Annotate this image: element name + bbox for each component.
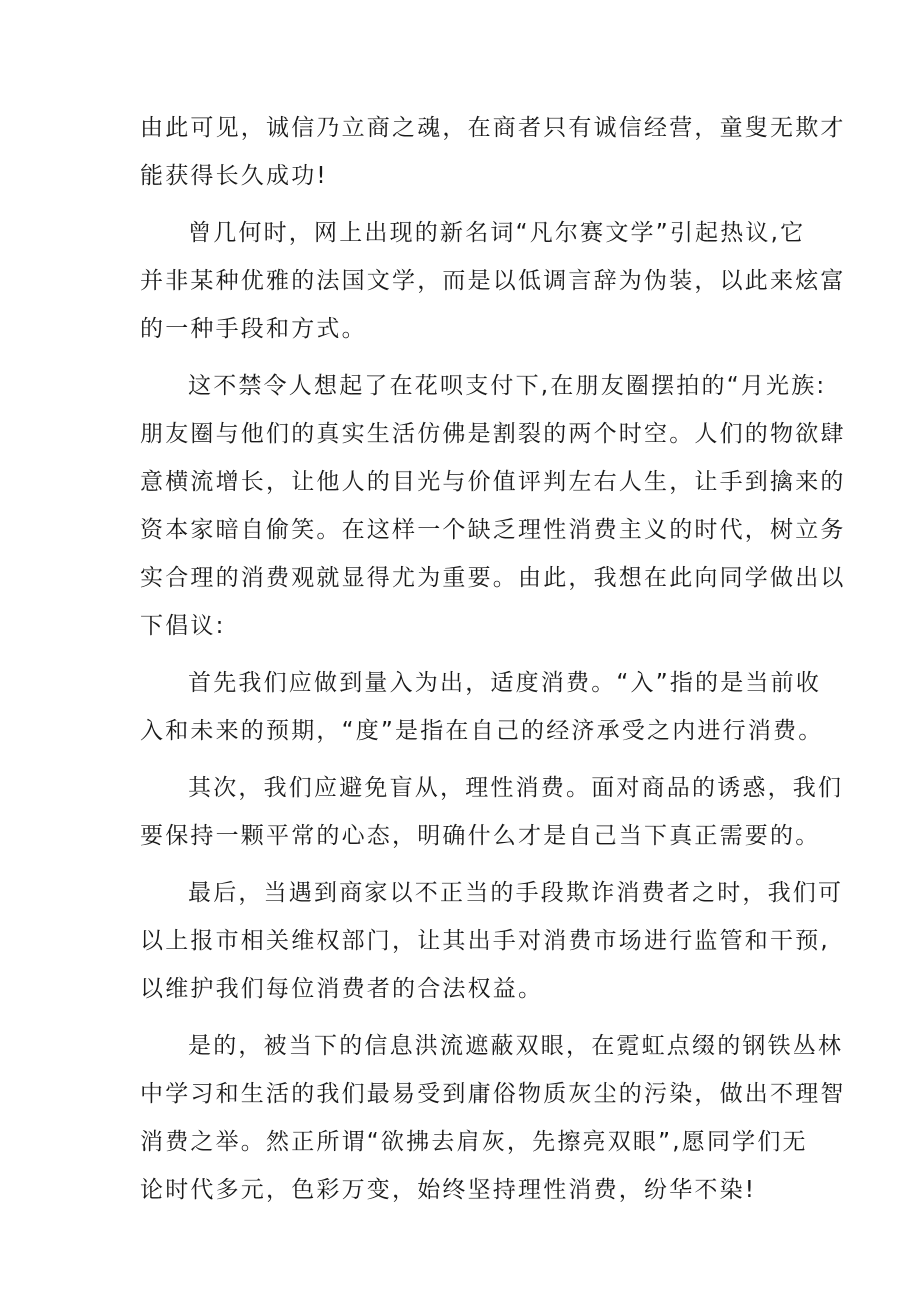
paragraph-line: 并非某种优雅的法国文学，而是以低调言辞为伪装，以此来炫富 bbox=[140, 268, 846, 294]
paragraph-line: 能获得长久成功! bbox=[140, 163, 328, 189]
paragraph-line: 论时代多元，色彩万变，始终坚持理性消费，纷华不染! bbox=[140, 1177, 757, 1203]
paragraph-line: 以上报市相关维权部门，让其出手对消费市场进行监管和干预, bbox=[140, 928, 830, 954]
paragraph-line: 以维护我们每位消费者的合法权益。 bbox=[140, 976, 544, 1002]
paragraph-line: 资本家暗自偷笑。在这样一个缺乏理性消费主义的时代，树立务 bbox=[140, 517, 846, 543]
paragraph-line: 这不禁令人想起了在花呗支付下,在朋友圈摆拍的“月光族: bbox=[188, 373, 827, 399]
paragraph-line: 的一种手段和方式。 bbox=[140, 316, 367, 342]
paragraph-line: 要保持一颗平常的心态，明确什么才是自己当下真正需要的。 bbox=[140, 823, 821, 849]
paragraph-line: 下倡议: bbox=[140, 613, 226, 639]
paragraph-line: 最后，当遇到商家以不正当的手段欺诈消费者之时，我们可 bbox=[188, 880, 844, 906]
document-body bbox=[140, 104, 846, 1214]
paragraph-line: 中学习和生活的我们最易受到庸俗物质灰尘的污染，做出不理智 bbox=[140, 1081, 846, 1107]
paragraph-line: 意横流增长，让他人的目光与价值评判左右人生，让手到擒来的 bbox=[140, 469, 846, 495]
paragraph-conclusion bbox=[140, 1022, 846, 1214]
paragraph-first-proposal bbox=[140, 659, 824, 755]
paragraph-line: 首先我们应做到量入为出，适度消费。“入”指的是当前收 bbox=[188, 670, 822, 696]
paragraph-third-proposal bbox=[140, 869, 844, 1013]
paragraph-line: 是的，被当下的信息洪流遮蔽双眼，在霓虹点缀的钢铁丛林 bbox=[188, 1033, 844, 1059]
paragraph-line: 实合理的消费观就显得尤为重要。由此，我想在此向同学做出以 bbox=[140, 565, 846, 591]
paragraph-line: 曾几何时，网上出现的新名词“凡尔赛文学”引起热议,它 bbox=[188, 220, 806, 246]
paragraph-moonlight-clan bbox=[140, 362, 846, 650]
paragraph-line: 入和未来的预期，“度”是指在自己的经济承受之内进行消费。 bbox=[140, 718, 824, 744]
paragraph-second-proposal bbox=[140, 764, 844, 860]
paragraph-line: 由此可见，诚信乃立商之魂，在商者只有诚信经营，童叟无欺才 bbox=[140, 115, 846, 141]
paragraph-versailles bbox=[140, 209, 846, 353]
paragraph-integrity bbox=[140, 104, 846, 200]
paragraph-line: 消费之举。然正所谓“欲拂去肩灰，先擦亮双眼”,愿同学们无 bbox=[140, 1129, 808, 1155]
paragraph-line: 其次，我们应避免盲从，理性消费。面对商品的诱惑，我们 bbox=[188, 775, 844, 801]
paragraph-line: 朋友圈与他们的真实生活仿佛是割裂的两个时空。人们的物欲肆 bbox=[140, 421, 846, 447]
